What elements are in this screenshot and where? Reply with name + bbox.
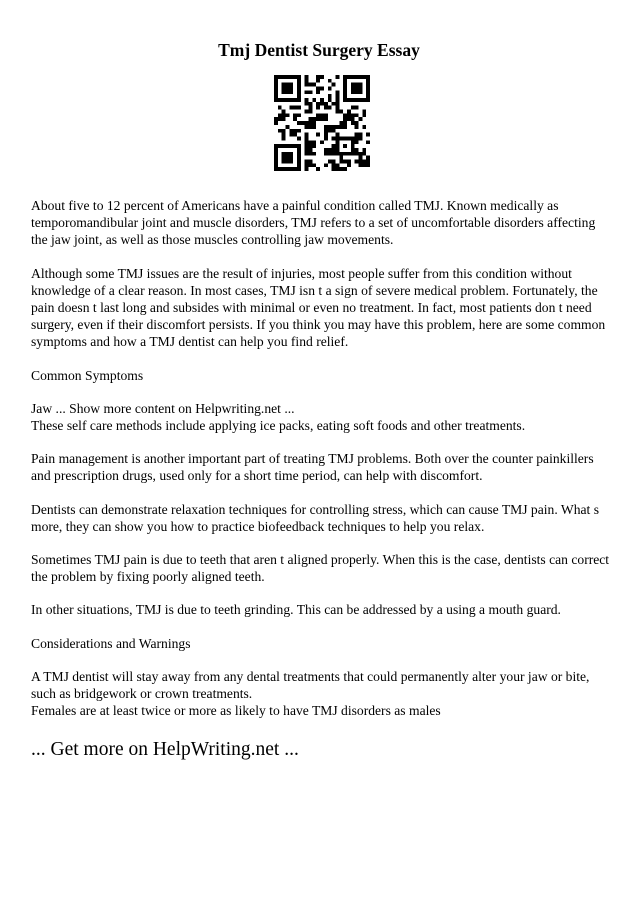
paragraph-grinding: In other situations, TMJ is due to teeth grinding. This can be addressed by a using a mouth guard. bbox=[31, 602, 561, 618]
heading-considerations: Considerations and Warnings bbox=[31, 635, 191, 651]
paragraph-causes: Although some TMJ issues are the result of injuries, most people suffer from this condition without knowledge of a clear reason. In most cases, TMJ isn t a sign of severe medical problem. Fortunately, the pain doesn t last long and subsides with minimal or even no treatment. In fact, most patients don t need surgery, even if their discomfort persists. If you think you may have this problem, here are some common symptoms and how a TMJ dentist can help you find relief. bbox=[31, 265, 606, 350]
paragraph-intro: About five to 12 percent of Americans have a painful condition called TMJ. Known medically as temporomandibular joint and muscle disorders, TMJ refers to a set of uncomfortable disorders affecting the jaw joint, as well as those muscles controlling jaw movements. bbox=[31, 198, 596, 248]
qr-code-icon bbox=[274, 75, 370, 171]
paragraph-alignment: Sometimes TMJ pain is due to teeth that aren t aligned properly. When this is the case, dentists can correct the problem by fixing poorly aligned teeth. bbox=[31, 552, 610, 585]
paragraph-self-care: These self care methods include applying ice packs, eating soft foods and other treatments. bbox=[31, 418, 526, 434]
paragraph-relaxation: Dentists can demonstrate relaxation techniques for controlling stress, which can cause TMJ pain. What s more, they can show you how to practice biofeedback techniques to help you relax. bbox=[31, 501, 600, 534]
show-more-link[interactable]: Jaw ... Show more content on Helpwriting.net ... bbox=[31, 400, 295, 416]
heading-common-symptoms: Common Symptoms bbox=[31, 367, 144, 383]
paragraph-pain-management: Pain management is another important part of treating TMJ problems. Both over the counter painkillers and prescription drugs, used only for a short time period, can help with discomfort. bbox=[31, 451, 594, 484]
paragraph-treatments: A TMJ dentist will stay away from any dental treatments that could permanently alter your jaw or bite, such as bridgework or crown treatments. bbox=[31, 668, 590, 702]
get-more-link[interactable]: ... Get more on HelpWriting.net ... bbox=[31, 739, 299, 760]
document-body bbox=[31, 197, 611, 735]
document-title: Tmj Dentist Surgery Essay bbox=[218, 40, 420, 60]
paragraph-females: Females are at least twice or more as likely to have TMJ disorders as males bbox=[31, 703, 441, 719]
